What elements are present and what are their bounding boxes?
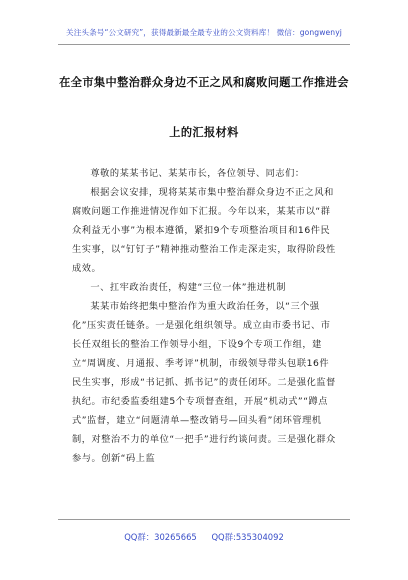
footer-qq-group-1: QQ群：30265665 [124,532,197,542]
footer-divider [58,519,350,520]
footer-qq-group-2: QQ群:535304092 [211,532,284,542]
footer-contact [0,531,408,543]
header-divider [58,44,350,45]
salutation: 尊敬的某某书记、某某市长，各位领导、同志们： [90,168,305,179]
header-promo-note: 关注头条号“公文研究”，获得最新最全最专业的公文资料库！ 微信：gongwenyj [66,28,342,37]
document-body [72,164,336,468]
paragraph-intro: 根据会议安排，现将某某市集中整治群众身边不正之风和腐败问题工作推进情况作如下汇报。今年以来，某某市以“群众利益无小事”为根本遵循，紧扣9个专项整治项目和16件民生实事，以“钉钉子”精神推动整治工作走深走实，取得阶段性成效。 [72,187,336,274]
document-title-line-2: 上的汇报材料 [169,126,239,139]
paragraph-section-1: 某某市始终把集中整治作为重大政治任务，以“三个强化”压实责任链条。一是强化组织领导。成立由市委书记、市长任双组长的整治工作领导小组，下设9个专项工作组，建立“周调度、月通报、季考评”机制，市级领导带头包联16件民生实事，形成“书记抓、抓书记”的责任闭环。二是强化监督执纪。市纪委监委组建5个专项督查组，开展“机动式”“蹲点式”监督，建立“问题清单—整改销号—回头看”闭环管理机制，对整治不力的单位“一把手”进行约谈问责。三是强化群众参与。创新“码上监 [72,301,336,464]
section-heading-1: 一、扛牢政治责任，构建“三位一体”推进机制 [90,282,287,293]
document-title-line-1: 在全市集中整治群众身边不正之风和腐败问题工作推进会 [59,76,349,89]
